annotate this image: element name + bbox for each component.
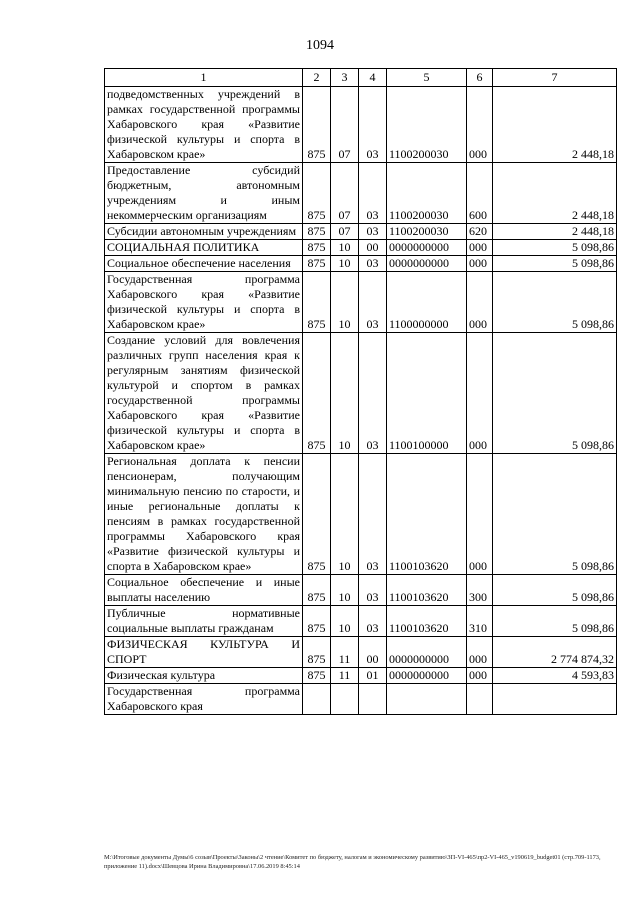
cell-csr: 0000000000 [387, 668, 467, 684]
page-number: 1094 [306, 38, 334, 53]
cell-name: Физическая культура [105, 668, 303, 684]
cell-pr: 03 [359, 256, 387, 272]
cell-sum: 5 098,86 [493, 240, 617, 256]
cell-pr: 03 [359, 87, 387, 163]
cell-pr: 03 [359, 575, 387, 606]
table-row [105, 163, 617, 224]
table-header-row [105, 69, 617, 87]
header-cell: 5 [387, 69, 467, 87]
cell-csr: 1100200030 [387, 163, 467, 224]
cell-name: СОЦИАЛЬНАЯ ПОЛИТИКА [105, 240, 303, 256]
cell-sum: 4 593,83 [493, 668, 617, 684]
table-row [105, 684, 617, 715]
cell-vr: 000 [467, 240, 493, 256]
cell-rz: 10 [331, 272, 359, 333]
table-row [105, 87, 617, 163]
table-row [105, 272, 617, 333]
cell-rz: 07 [331, 163, 359, 224]
cell-sum: 2 448,18 [493, 163, 617, 224]
cell-rz: 10 [331, 240, 359, 256]
cell-sum: 5 098,86 [493, 256, 617, 272]
header-cell: 7 [493, 69, 617, 87]
table-row [105, 668, 617, 684]
cell-grbs: 875 [303, 163, 331, 224]
cell-pr: 03 [359, 454, 387, 575]
cell-csr: 1100103620 [387, 575, 467, 606]
cell-rz: 07 [331, 224, 359, 240]
cell-sum: 5 098,86 [493, 333, 617, 454]
cell-rz: 07 [331, 87, 359, 163]
table-row [105, 256, 617, 272]
cell-pr: 01 [359, 668, 387, 684]
cell-vr: 000 [467, 272, 493, 333]
cell-rz: 10 [331, 454, 359, 575]
table-row [105, 575, 617, 606]
cell-name: Социальное обеспечение населения [105, 256, 303, 272]
table-row [105, 606, 617, 637]
cell-rz: 11 [331, 637, 359, 668]
cell-vr: 000 [467, 637, 493, 668]
cell-grbs [303, 684, 331, 715]
cell-rz: 10 [331, 606, 359, 637]
cell-rz: 10 [331, 333, 359, 454]
cell-name: Региональная доплата к пенсии пенсионерам, получающим минимальную пенсию по старости, и иные региональные доплаты к пенсиям в рамках государственной программы Хабаровского края «Развитие физической культуры и спорта в Хабаровском крае» [105, 454, 303, 575]
header-cell: 6 [467, 69, 493, 87]
cell-vr: 000 [467, 256, 493, 272]
table-row [105, 224, 617, 240]
cell-csr: 1100103620 [387, 606, 467, 637]
cell-pr: 03 [359, 272, 387, 333]
cell-csr: 0000000000 [387, 256, 467, 272]
cell-name: Публичные нормативные социальные выплаты гражданам [105, 606, 303, 637]
table-row [105, 637, 617, 668]
cell-pr [359, 684, 387, 715]
cell-sum: 2 448,18 [493, 87, 617, 163]
cell-vr: 000 [467, 454, 493, 575]
cell-grbs: 875 [303, 333, 331, 454]
cell-sum: 5 098,86 [493, 454, 617, 575]
cell-vr: 300 [467, 575, 493, 606]
cell-name: Создание условий для вовлечения различных групп населения края к регулярным занятиям физической культурой и спортом в рамках государственной программы Хабаровского края «Развитие физической культуры и спорта в Хабаровском крае» [105, 333, 303, 454]
cell-pr: 03 [359, 224, 387, 240]
header-cell: 1 [105, 69, 303, 87]
cell-csr: 1100103620 [387, 454, 467, 575]
cell-grbs: 875 [303, 256, 331, 272]
cell-pr: 00 [359, 240, 387, 256]
cell-name: ФИЗИЧЕСКАЯ КУЛЬТУРА И СПОРТ [105, 637, 303, 668]
header-cell: 4 [359, 69, 387, 87]
cell-sum: 5 098,86 [493, 575, 617, 606]
cell-sum [493, 684, 617, 715]
cell-vr: 000 [467, 668, 493, 684]
cell-csr: 1100100000 [387, 333, 467, 454]
cell-vr: 620 [467, 224, 493, 240]
cell-sum: 2 774 874,32 [493, 637, 617, 668]
cell-rz [331, 684, 359, 715]
cell-vr: 600 [467, 163, 493, 224]
cell-csr: 1100000000 [387, 272, 467, 333]
cell-grbs: 875 [303, 272, 331, 333]
cell-grbs: 875 [303, 454, 331, 575]
cell-pr: 03 [359, 333, 387, 454]
cell-grbs: 875 [303, 606, 331, 637]
header-cell: 2 [303, 69, 331, 87]
cell-rz: 10 [331, 256, 359, 272]
cell-rz: 10 [331, 575, 359, 606]
cell-grbs: 875 [303, 224, 331, 240]
cell-name: Государственная программа Хабаровского края [105, 684, 303, 715]
cell-csr: 0000000000 [387, 637, 467, 668]
cell-name: Социальное обеспечение и иные выплаты населению [105, 575, 303, 606]
cell-csr [387, 684, 467, 715]
cell-pr: 03 [359, 606, 387, 637]
cell-csr: 0000000000 [387, 240, 467, 256]
cell-name: Предоставление субсидий бюджетным, автономным учреждениям и иным некоммерческим организациям [105, 163, 303, 224]
cell-grbs: 875 [303, 637, 331, 668]
cell-pr: 03 [359, 163, 387, 224]
cell-sum: 2 448,18 [493, 224, 617, 240]
cell-vr [467, 684, 493, 715]
cell-sum: 5 098,86 [493, 272, 617, 333]
cell-rz: 11 [331, 668, 359, 684]
table-row [105, 240, 617, 256]
budget-table [104, 68, 617, 715]
cell-csr: 1100200030 [387, 87, 467, 163]
cell-grbs: 875 [303, 87, 331, 163]
header-cell: 3 [331, 69, 359, 87]
cell-sum: 5 098,86 [493, 606, 617, 637]
table-row [105, 333, 617, 454]
cell-name: Государственная программа Хабаровского края «Развитие физической культуры и спорта в Хабаровском крае» [105, 272, 303, 333]
cell-vr: 310 [467, 606, 493, 637]
cell-grbs: 875 [303, 240, 331, 256]
cell-csr: 1100200030 [387, 224, 467, 240]
cell-grbs: 875 [303, 668, 331, 684]
cell-pr: 00 [359, 637, 387, 668]
cell-grbs: 875 [303, 575, 331, 606]
document-path-footer: М:\Итоговые документы Думы\6 созыв\Проекты\Законы\2 чтение\Комитет по бюджету, налогам и экономическому развитию\ЗП-VI-465\пр2-VI-465_v190619_budget01 (стр.709-1173, приложение 11).docx\Шевцова Ирина Владимировна\17.06.2019 8:45:14 [104, 854, 601, 870]
cell-name: Субсидии автономным учреждениям [105, 224, 303, 240]
cell-vr: 000 [467, 87, 493, 163]
cell-vr: 000 [467, 333, 493, 454]
cell-name: подведомственных учреждений в рамках государственной программы Хабаровского края «Развитие физической культуры и спорта в Хабаровском крае» [105, 87, 303, 163]
table-row [105, 454, 617, 575]
